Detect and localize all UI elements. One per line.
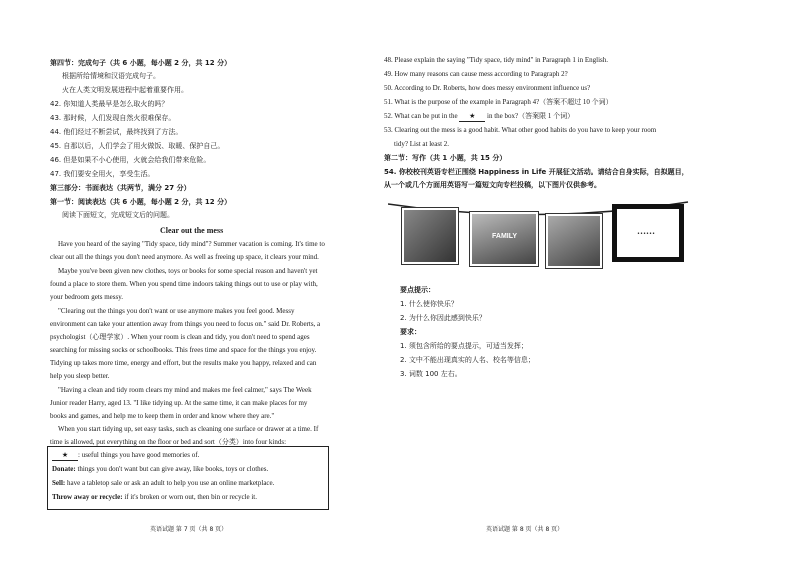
box-sell-row bbox=[52, 479, 274, 488]
question-51: 51. What is the purpose of the example in Paragraph 4?（答案不超过 10 个词） bbox=[384, 98, 613, 106]
question-45: 45. 自那以后，人们学会了用火做饭、取暖、保护自己。 bbox=[50, 142, 225, 150]
passage-line: your bedroom gets messy. bbox=[50, 293, 124, 301]
photo-family-caption: FAMILY bbox=[492, 233, 518, 240]
passage-line: Maybe you've been given new clothes, toys or books for some special reason and haven't yet bbox=[58, 267, 318, 275]
requirement-1: 1. 须包含所给的要点提示，可适当发挥； bbox=[400, 342, 528, 350]
requirements-header: 要求： bbox=[400, 328, 421, 336]
tip-1: 1. 什么使你快乐？ bbox=[400, 300, 458, 308]
photo-friends bbox=[546, 214, 602, 268]
photo-reading bbox=[402, 208, 458, 264]
tips-header: 要点提示： bbox=[400, 286, 435, 294]
question-49: 49. How many reasons can cause mess according to Paragraph 2? bbox=[384, 70, 568, 78]
passage-line: help you sleep better. bbox=[50, 372, 110, 380]
question-53-line2: tidy? List at least 2. bbox=[394, 140, 450, 148]
question-52-part1: 52. What can be put in the bbox=[384, 112, 458, 120]
section4-header: 第四节：完成句子（共 6 小题，每小题 2 分，共 12 分） bbox=[50, 59, 232, 67]
question-46: 46. 但是如果不小心使用，火就会给我们带来危险。 bbox=[50, 156, 211, 164]
star-blank: ★ bbox=[459, 112, 485, 122]
page-footer: 英语试题 第 7 页（共 8 页） bbox=[150, 526, 228, 533]
passage-line: psychologist（心理学家）. When your room is clean and tidy, you don't need to spend ages bbox=[50, 333, 310, 341]
question-42: 42. 你知道人类最早是怎么取火的吗？ bbox=[50, 100, 169, 108]
passage-title: Clear out the mess bbox=[160, 226, 224, 235]
tip-2: 2. 为什么你因此感到快乐？ bbox=[400, 314, 486, 322]
box-throw-text: if it's broken or worn out, then bin or recycle it. bbox=[122, 493, 257, 501]
photo-blank-frame bbox=[612, 204, 684, 262]
question-53-line1: 53. Clearing out the mess is a good habit. What other good habits do you have to keep your room bbox=[384, 126, 657, 134]
question-43: 43. 那时候，人们发现自然火很难保存。 bbox=[50, 114, 176, 122]
box-keep-row bbox=[52, 451, 199, 461]
question-54-line2: 从一个或几个方面用英语写一篇短文向专栏投稿，以下图片仅供参考。 bbox=[384, 181, 601, 189]
question-44: 44. 他们经过不断尝试，最终找到了方法。 bbox=[50, 128, 183, 136]
page-footer: 英语试题 第 8 页（共 8 页） bbox=[486, 526, 564, 533]
passage-line: Have you heard of the saying "Tidy space, tidy mind"? Summer vacation is coming. It's time to bbox=[58, 240, 325, 248]
passage-line: Tidying up takes more time, energy and effort, but the results make you happy, relaxed and can bbox=[50, 359, 317, 367]
question-54-line1: 54. 你校校刊英语专栏正围绕 Happiness in Life 开展征文活动。请结合自身实际，自拟题目， bbox=[384, 168, 689, 176]
page-8 bbox=[384, 0, 800, 566]
box-throw-row bbox=[52, 493, 257, 502]
section4-intro-sentence: 火在人类文明发展进程中起着重要作用。 bbox=[62, 86, 188, 94]
question-48: 48. Please explain the saying "Tidy space, tidy mind" in Paragraph 1 in English. bbox=[384, 56, 608, 64]
passage-line: clear out all the things you don't need anymore. As well as freeing up space, it clears your mind. bbox=[50, 253, 319, 261]
part3-instruction: 阅读下面短文，完成短文后的问题。 bbox=[62, 211, 174, 219]
passage-line: "Clearing out the things you don't want or use anymore makes you feel good. Messy bbox=[58, 307, 295, 315]
passage-line: When you start tidying up, set easy tasks, such as cleaning one surface or drawer at a time. If bbox=[58, 425, 319, 433]
sorting-categories-box bbox=[47, 446, 329, 510]
writing-section-header: 第二节：写作（共 1 小题，共 15 分） bbox=[384, 154, 507, 162]
passage-line: books and games, and help me to keep them in order and know where they are." bbox=[50, 412, 275, 420]
passage-line: searching for missing socks or schoolbooks. This frees time and space for the things you enjoy. bbox=[50, 346, 317, 354]
section4-instruction: 根据所给情境和汉语完成句子。 bbox=[62, 72, 160, 80]
requirement-2: 2. 文中不能出现真实的人名、校名等信息； bbox=[400, 356, 535, 364]
passage-line: Junior reader Harry, aged 13. "I like tidying up. At the same time, it can make places for my bbox=[50, 399, 308, 407]
passage-line: environment can take your attention away from things you need to focus on." said Dr. Roberts, a bbox=[50, 320, 321, 328]
box-sell-label: Sell: bbox=[52, 479, 66, 487]
passage-line: time is allowed, put everything on the floor or bed and sort（分类）into four kinds: bbox=[50, 438, 287, 446]
box-donate-text: things you don't want but can give away, like books, toys or clothes. bbox=[75, 465, 269, 473]
question-47: 47. 我们要安全用火，享受生活。 bbox=[50, 170, 155, 178]
question-50: 50. According to Dr. Roberts, how does messy environment influence us? bbox=[384, 84, 591, 92]
box-donate-label: Donate: bbox=[52, 465, 76, 473]
part3-header: 第三部分：书面表达（共两节，满分 27 分） bbox=[50, 184, 191, 192]
part3-section1-header: 第一节：阅读表达（共 6 小题，每小题 2 分，共 12 分） bbox=[50, 198, 232, 206]
photo-blank-caption: …… bbox=[637, 226, 655, 236]
passage-line: "Having a clean and tidy room clears my mind and makes me feel calmer," says The Week bbox=[58, 386, 312, 394]
question-52-part2: in the box?（答案限 1 个词） bbox=[487, 112, 575, 120]
question-52 bbox=[384, 112, 574, 122]
photo-family bbox=[470, 212, 538, 266]
box-donate-row bbox=[52, 465, 268, 474]
star-blank: ★ bbox=[52, 451, 78, 461]
box-sell-text: have a tabletop sale or ask an adult to help you use an online marketplace. bbox=[65, 479, 275, 487]
box-throw-label: Throw away or recycle: bbox=[52, 493, 123, 501]
passage-line: found a place to store them. When you spend time indoors taking things out to use or play with, bbox=[50, 280, 318, 288]
box-keep-text: : useful things you have good memories of. bbox=[78, 451, 200, 459]
requirement-3: 3. 词数 100 左右。 bbox=[400, 370, 462, 378]
